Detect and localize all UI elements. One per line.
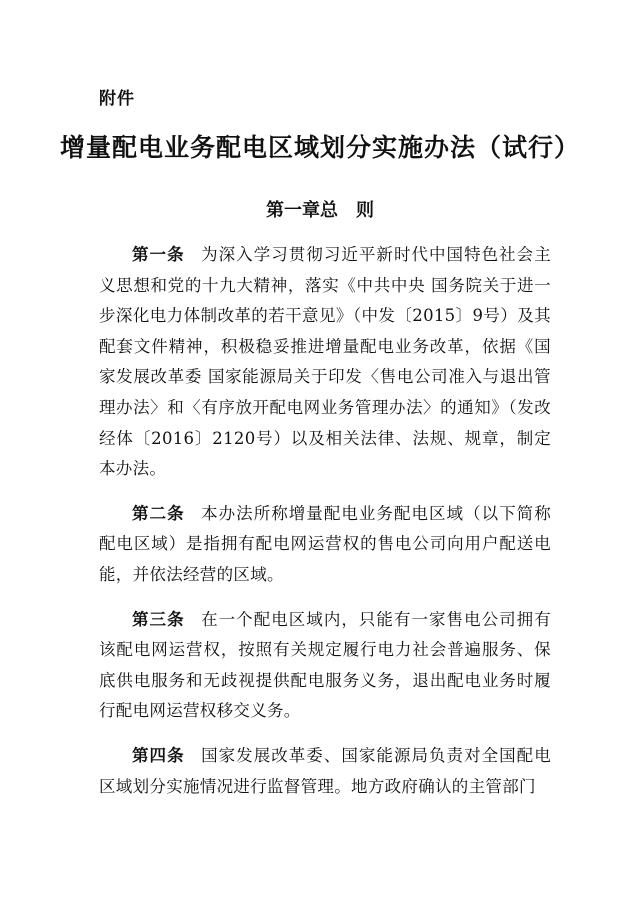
document-body: [99, 240, 551, 816]
article-text: 在一个配电区域内，只能有一家售电公司拥有该配电网运营权，按照有关规定履行电力社会普遍服务、保底供电服务和无歧视提供配电服务义务，退出配电业务时履行配电网运营权移交义务。: [99, 609, 552, 721]
document-title: 增量配电业务配电区域划分实施办法（试行）: [59, 133, 580, 162]
article-text: 本办法所称增量配电业务配电区域（以下简称配电区域）是指拥有配电网运营权的售电公司向用户配送电能，并依法经营的区域。: [99, 503, 552, 584]
article-text: 为深入学习贯彻习近平新时代中国特色社会主义思想和党的十九大精神，落实《中共中央 国务院关于进一步深化电力体制改革的若干意见》（中发〔2015〕9号）及其配套文件精神，积极稳妥推进增量配电业务改革，依据《国家发展改革委 国家能源局关于印发〈售电公司准入与退出管理办法〉和〈有序放开配电网业务管理办法〉的通知》（发改经体〔2016〕2120号）以及相关法律、法规、规章，制定本办法。: [99, 245, 552, 479]
article-2: [99, 499, 551, 591]
article-1: [99, 240, 551, 485]
chapter-heading: 第一章总 则: [266, 200, 374, 221]
article-label: 第四条: [132, 745, 185, 765]
article-3: [99, 605, 551, 727]
article-text: 国家发展改革委、国家能源局负责对全国配电区域划分实施情况进行监督管理。地方政府确认的主管部门: [99, 745, 552, 796]
article-label: 第三条: [132, 609, 185, 629]
article-4: [99, 741, 551, 802]
article-label: 第二条: [132, 503, 185, 523]
article-label: 第一条: [132, 245, 185, 264]
attachment-label: 附件: [99, 89, 135, 109]
